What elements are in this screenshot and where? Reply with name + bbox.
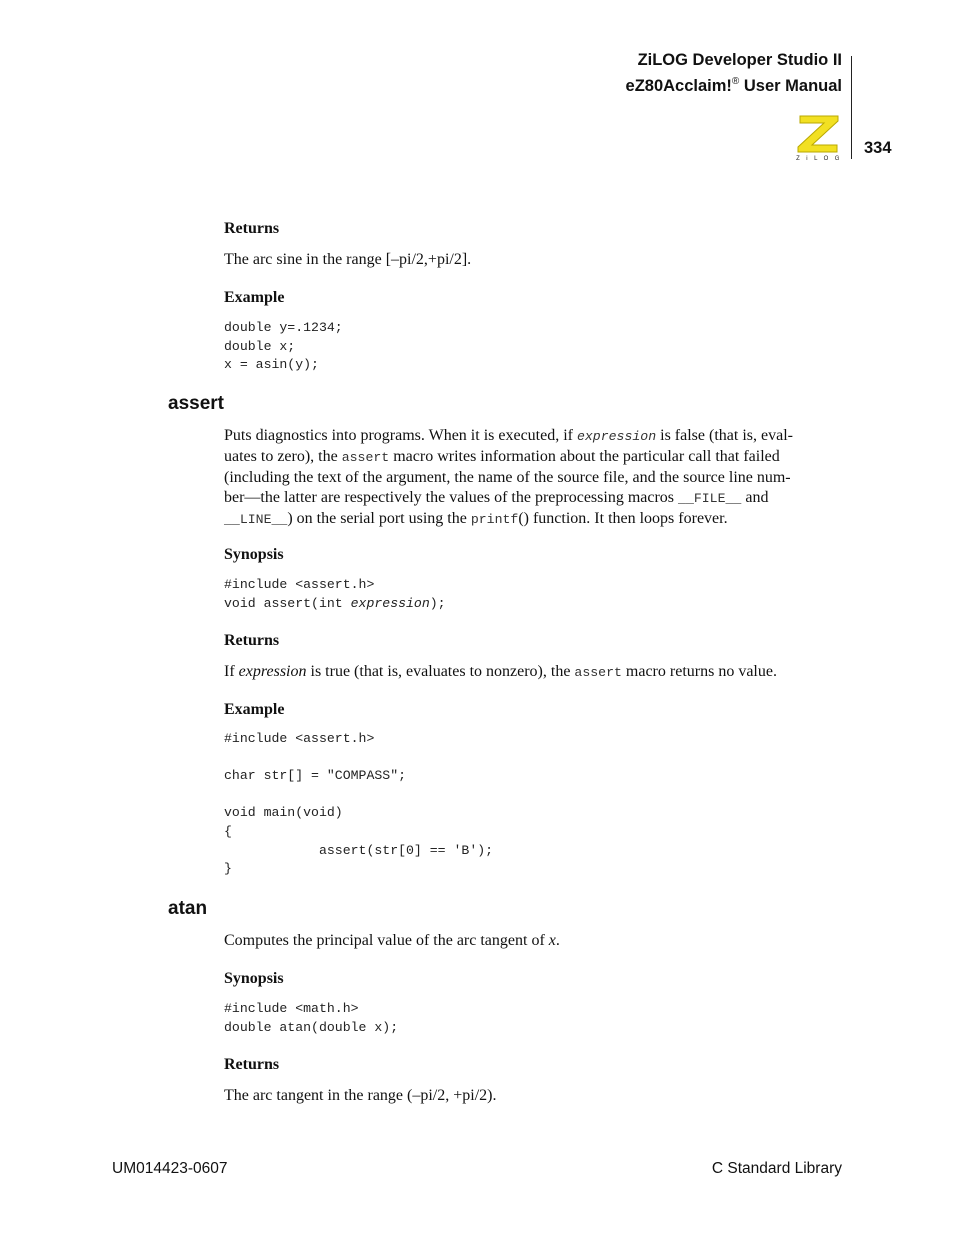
assert-section-title: assert [168, 393, 224, 414]
footer-doc-id: UM014423-0607 [112, 1160, 228, 1177]
page-number: 334 [864, 139, 892, 157]
asin-returns-heading: Returns [224, 220, 280, 237]
asin-example-heading: Example [224, 289, 285, 306]
footer-section: C Standard Library [711, 1160, 842, 1177]
zilog-logo-icon [794, 112, 844, 162]
atan-synopsis-heading: Synopsis [224, 970, 284, 987]
assert-example-code: #include <assert.h> char str[] = "COMPASS"; void main(void) { assert(str[0] == 'B'); } [224, 731, 494, 877]
atan-returns-text: The arc tangent in the range (–pi/2, +pi/2). [224, 1087, 497, 1104]
svg-text:Z i L O G: Z i L O G [796, 156, 842, 162]
assert-synopsis-code: #include <assert.h> void assert(int expression); [224, 577, 446, 611]
header-manual: eZ80Acclaim!® User Manual [625, 76, 842, 95]
atan-description: Computes the principal value of the arc tangent of x. [224, 932, 560, 949]
header-divider [851, 56, 852, 159]
atan-synopsis-code: #include <math.h> double atan(double x); [224, 1001, 399, 1035]
header-product: ZiLOG Developer Studio II [637, 51, 842, 69]
atan-section-title: atan [168, 898, 208, 919]
asin-example-code: double y=.1234; double x; x = asin(y); [224, 320, 343, 373]
atan-returns-heading: Returns [224, 1056, 280, 1073]
running-header [626, 50, 842, 97]
assert-returns-text: If expression is true (that is, evaluates to nonzero), the assert macro returns no value. [224, 663, 777, 680]
assert-returns-heading: Returns [224, 632, 280, 649]
assert-synopsis-heading: Synopsis [224, 546, 284, 563]
asin-returns-text: The arc sine in the range [–pi/2,+pi/2]. [224, 251, 472, 268]
assert-example-heading: Example [224, 701, 285, 718]
assert-description: Puts diagnostics into programs. When it is executed, if expression is false (that is, eval- uates to zero), the assert macro writes information about the particular call that failed (including the text of the argument, the name of the source file, and the source line num- ber—the latter are respectively the values of the preprocessing macros __FILE__ and __LINE__) on the serial port using the printf() function. It then loops forever. [224, 427, 793, 527]
